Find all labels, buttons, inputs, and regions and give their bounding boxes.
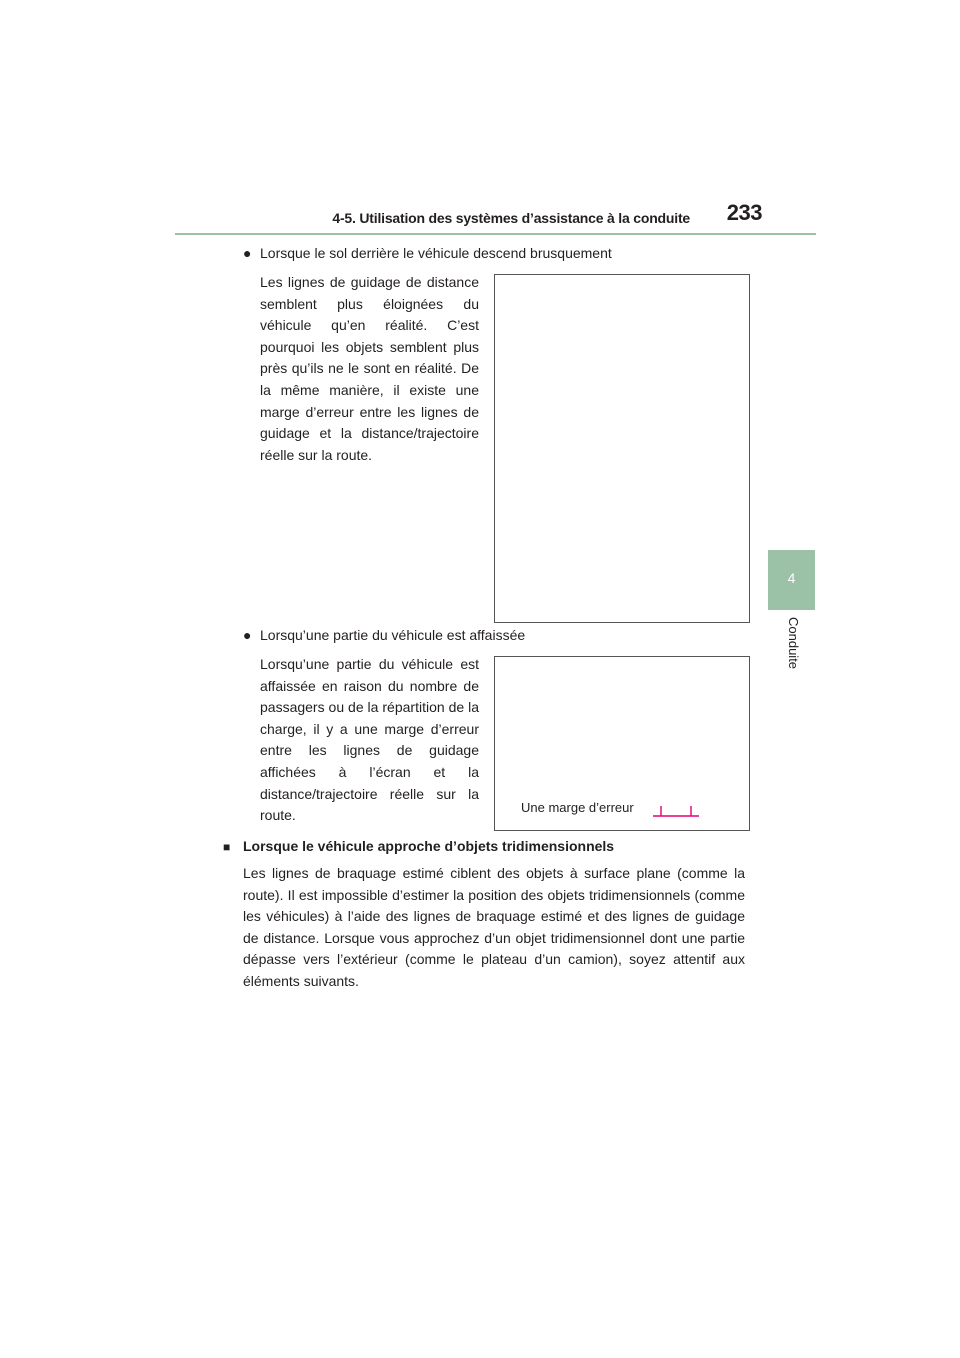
figure-caption: Une marge d’erreur (521, 800, 634, 815)
section-heading (223, 838, 614, 854)
bullet-description: Les lignes de guidage de distance semblent plus éloignées du véhicule qu’en réalité. C’est pourquoi les objets semblent plus près qu’ils ne le sont en réalité. De la même manière, il existe une marge d’erreur entre les lignes de guidage et la distance/trajectoire réelle sur la route. (260, 274, 479, 463)
bullet-title: Lorsqu’une partie du véhicule est affaissée (260, 627, 526, 643)
bullet-title: Lorsque le sol derrière le véhicule descend brusquement (260, 245, 612, 261)
error-margin-icon (653, 803, 699, 819)
bullet-item-slope (243, 245, 612, 261)
bullet-description: Lorsqu’une partie du véhicule est affaissée en raison du nombre de passagers ou de la répartition de la charge, il y a une marge d’erreur entre les lignes de guidage affichées à l’écran et la distance/trajectoire réelle sur la route. (260, 656, 479, 824)
square-bullet-icon: ■ (223, 840, 231, 854)
bullet-icon: ● (243, 245, 252, 261)
section-heading-text: Lorsque le véhicule approche d’objets tridimensionnels (243, 838, 615, 854)
header-rule (175, 233, 816, 235)
illustration-slope (494, 274, 750, 623)
chapter-number: 4 (787, 570, 796, 586)
bullet-icon: ● (243, 627, 252, 643)
chapter-label: Conduite (786, 617, 801, 670)
section-body: Les lignes de braquage estimé ciblent des objets à surface plane (comme la route). Il est impossible d’estimer la position des objets tridimensionnels (comme les véhicules) à l’aide des lignes de braquage estimé et des lignes de guidage de distance. Lorsque vous approchez d’un objet tridimensionnel dont une partie dépasse vers l’extérieur (comme le plateau d’un camion), soyez attentif aux éléments suivants. (243, 865, 745, 989)
chapter-tab (768, 550, 815, 610)
illustration-sagging (494, 656, 750, 831)
page-number: 233 (726, 200, 762, 225)
section-title: 4-5. Utilisation des systèmes d’assistance à la conduite (332, 210, 690, 226)
bullet-item-sagging (243, 627, 525, 643)
